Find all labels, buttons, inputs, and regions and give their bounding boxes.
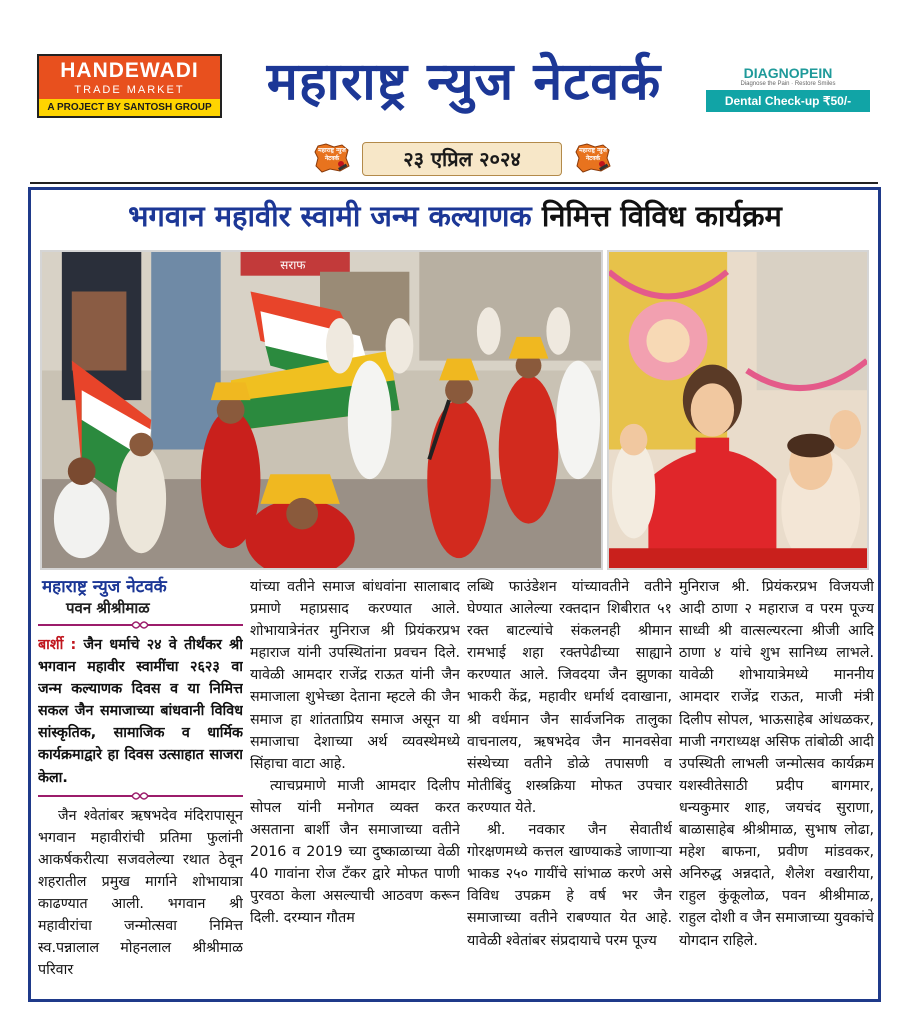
ornament-icon	[130, 791, 150, 801]
maharashtra-emblem-left-icon	[312, 142, 352, 174]
headline-part-black: निमित्त विविध कार्यक्रम	[541, 199, 782, 233]
col3-paragraph-1: लब्धि फाउंडेशन यांच्यावतीने वतीने घेण्यात आलेल्या रक्तदान शिबीरात ५१ रक्त बाटल्यांचे संकलनही श्रीमान रामभाई शहा रक्तपेढीच्या साह्याने करण्यात आले. जिवदया जैन झुणका भाकरी केंद्र, महावीर धर्मार्थ दवाखाना, श्री वर्धमान जैन सार्वजनिक तालुका वाचनालय, ऋषभदेव जैन मानवसेवा संस्थेच्या वतीने डोळे तपासणी व मोतीबिंदु शस्त्रक्रिया मोफत उपचार करण्यात येते.	[467, 579, 672, 816]
publication-date: २३ एप्रिल २०२४	[362, 142, 562, 176]
article-column-2	[250, 576, 460, 996]
masthead-rule	[30, 182, 878, 184]
diagnopein-ad	[706, 62, 870, 112]
emblem-right-text: महाराष्ट्र न्युज नेटवर्क	[579, 147, 607, 162]
article-column-1	[38, 576, 243, 996]
diagnopein-tag: Diagnose the Pain · Restore Smiles	[740, 81, 836, 87]
handewadi-ad-logo	[37, 54, 222, 118]
byline-author: पवन श्रीश्रीमाळ	[66, 599, 150, 617]
ornament-icon	[130, 620, 150, 630]
byline-network: महाराष्ट्र न्युज नेटवर्क	[42, 577, 167, 597]
handewadi-subtitle: TRADE MARKET	[74, 84, 185, 96]
col2-paragraph-1: यांच्या वतीने समाज बांधवांना सालाबाद प्रमाणे महाप्रसाद करण्यात आले. शोभायात्रेनंतर मुनिराज श्री प्रियंकरप्रभ महाराज यांनी उपस्थितांना प्रवचन दिले. यावेळी आमदार राजेंद्र राऊत यांनी जैन समाजाला शुभेच्छा देताना म्हटले की जैन समाज हा शांतताप्रिय समाज असून या समाजाचा देशाच्या अर्थ व्यवस्थेमध्ये सिंहाचा वाटा आहे.	[250, 579, 460, 772]
shop-sign-text: सराफ	[280, 257, 306, 272]
newspaper-title: महाराष्ट्र न्युज नेटवर्क	[266, 52, 662, 112]
article-frame	[28, 187, 881, 1002]
lead-text: जैन धर्माचे २४ वे तीर्थंकर श्री भगवान महावीर स्वामींचा २६२३ वा जन्म कल्याणक दिवस व या निमित्त सकल जैन समाजाच्या बांधवानी विविध सांस्कृतिक, सामाजिक व धार्मिक कार्यक्रमाद्वारे हा दिवस उत्साहात साजरा केला.	[38, 637, 243, 786]
col4-paragraph: मुनिराज श्री. प्रियंकरप्रभ विजयजी आदी ठाणा २ महाराज व परम पूज्य साध्वी श्री वात्सल्यरत्ना श्रीजी आदि ठाणा ४ यांचे शुभ सानिध्य लाभले. यावेळी शोभायात्रेमध्ये माननीय आमदार राजेंद्र राऊत, माजी मंत्री दिलीप सोपल, भाऊसाहेब आंधळकर, माजी नगराध्यक्ष असिफ तांबोळी आदी उपस्थिती लाभली जन्मोत्सव कार्यक्रम यशस्वीतेसाठी प्रदीप बागमार, धन्यकुमार शाह, जयचंद सुराणा, बाळासाहेब श्रीश्रीमाळ, सुभाष लोढा, महेश बाफना, प्रवीण मांडवकर, अनिरुद्ध अन्नदाते, शैलेश वखारीया, राहुल कुंकूलोळ, पवन श्रीश्रीमाळ, राहुल दोशी व जैन समाजाच्या युवकांचे योगदान राहिले.	[679, 579, 874, 949]
headline-part-blue: भगवान महावीर स्वामी जन्म कल्याणक	[128, 199, 532, 233]
diagnopein-offer: Dental Check-up ₹50/-	[706, 90, 870, 112]
diagnopein-brand: DIAGNOPEIN	[743, 65, 833, 81]
col1-paragraph: जैन श्वेतांबर ऋषभदेव मंदिरापासून भगवान महावीरांची प्रतिमा फुलांनी आकर्षकरीत्या सजवलेल्या रथात ठेवून शहरातील प्रमुख मार्गाने शोभायात्रा काढण्यात आली. भगवान श्री महावीरांचा जन्मोत्सवा निमित्त स्व.पन्नालाल मोहनलाल श्रीश्रीमाळ परिवार	[38, 807, 243, 979]
maharashtra-emblem-right-icon	[573, 142, 613, 174]
ornamental-divider-bottom	[38, 791, 243, 801]
emblem-left-text: महाराष्ट्र न्युज नेटवर्क	[318, 147, 346, 162]
dateline-place: बार्शी :	[38, 637, 77, 653]
ornamental-divider-top	[38, 620, 243, 630]
article-column-3	[467, 576, 672, 996]
children-photo	[607, 250, 869, 570]
col3-paragraph-2: श्री. नवकार जैन सेवातीर्थ गोरक्षणमध्ये कत्तल खाण्याकडे जाणाऱ्या भाकड २५० गायींचे सांभाळ करणे असे विविध उपक्रम हे वर्ष भर जैन समाजाच्या वतीने राबण्यात येत आहे. यावेळी श्वेतांबर संप्रदायाचे परम पूज्य	[467, 822, 672, 949]
article-lead	[38, 634, 243, 789]
procession-photo	[40, 250, 603, 570]
article-headline	[39, 194, 871, 238]
article-column-4	[679, 576, 874, 996]
handewadi-tagline: A PROJECT BY SANTOSH GROUP	[39, 99, 220, 116]
handewadi-name: HANDEWADI	[60, 59, 199, 82]
col2-paragraph-2: त्याचप्रमाणे माजी आमदार दिलीप सोपल यांनी मनोगत व्यक्त करत असताना बार्शी जैन समाजाच्या वतीने 2016 व 2019 च्या दुष्काळाच्या वेळी 40 गावांना रोज टँकर द्वारे मोफत पाणी पुरवठा केला असल्याची आठवण करून दिली. दरम्यान गौतम	[250, 777, 460, 927]
